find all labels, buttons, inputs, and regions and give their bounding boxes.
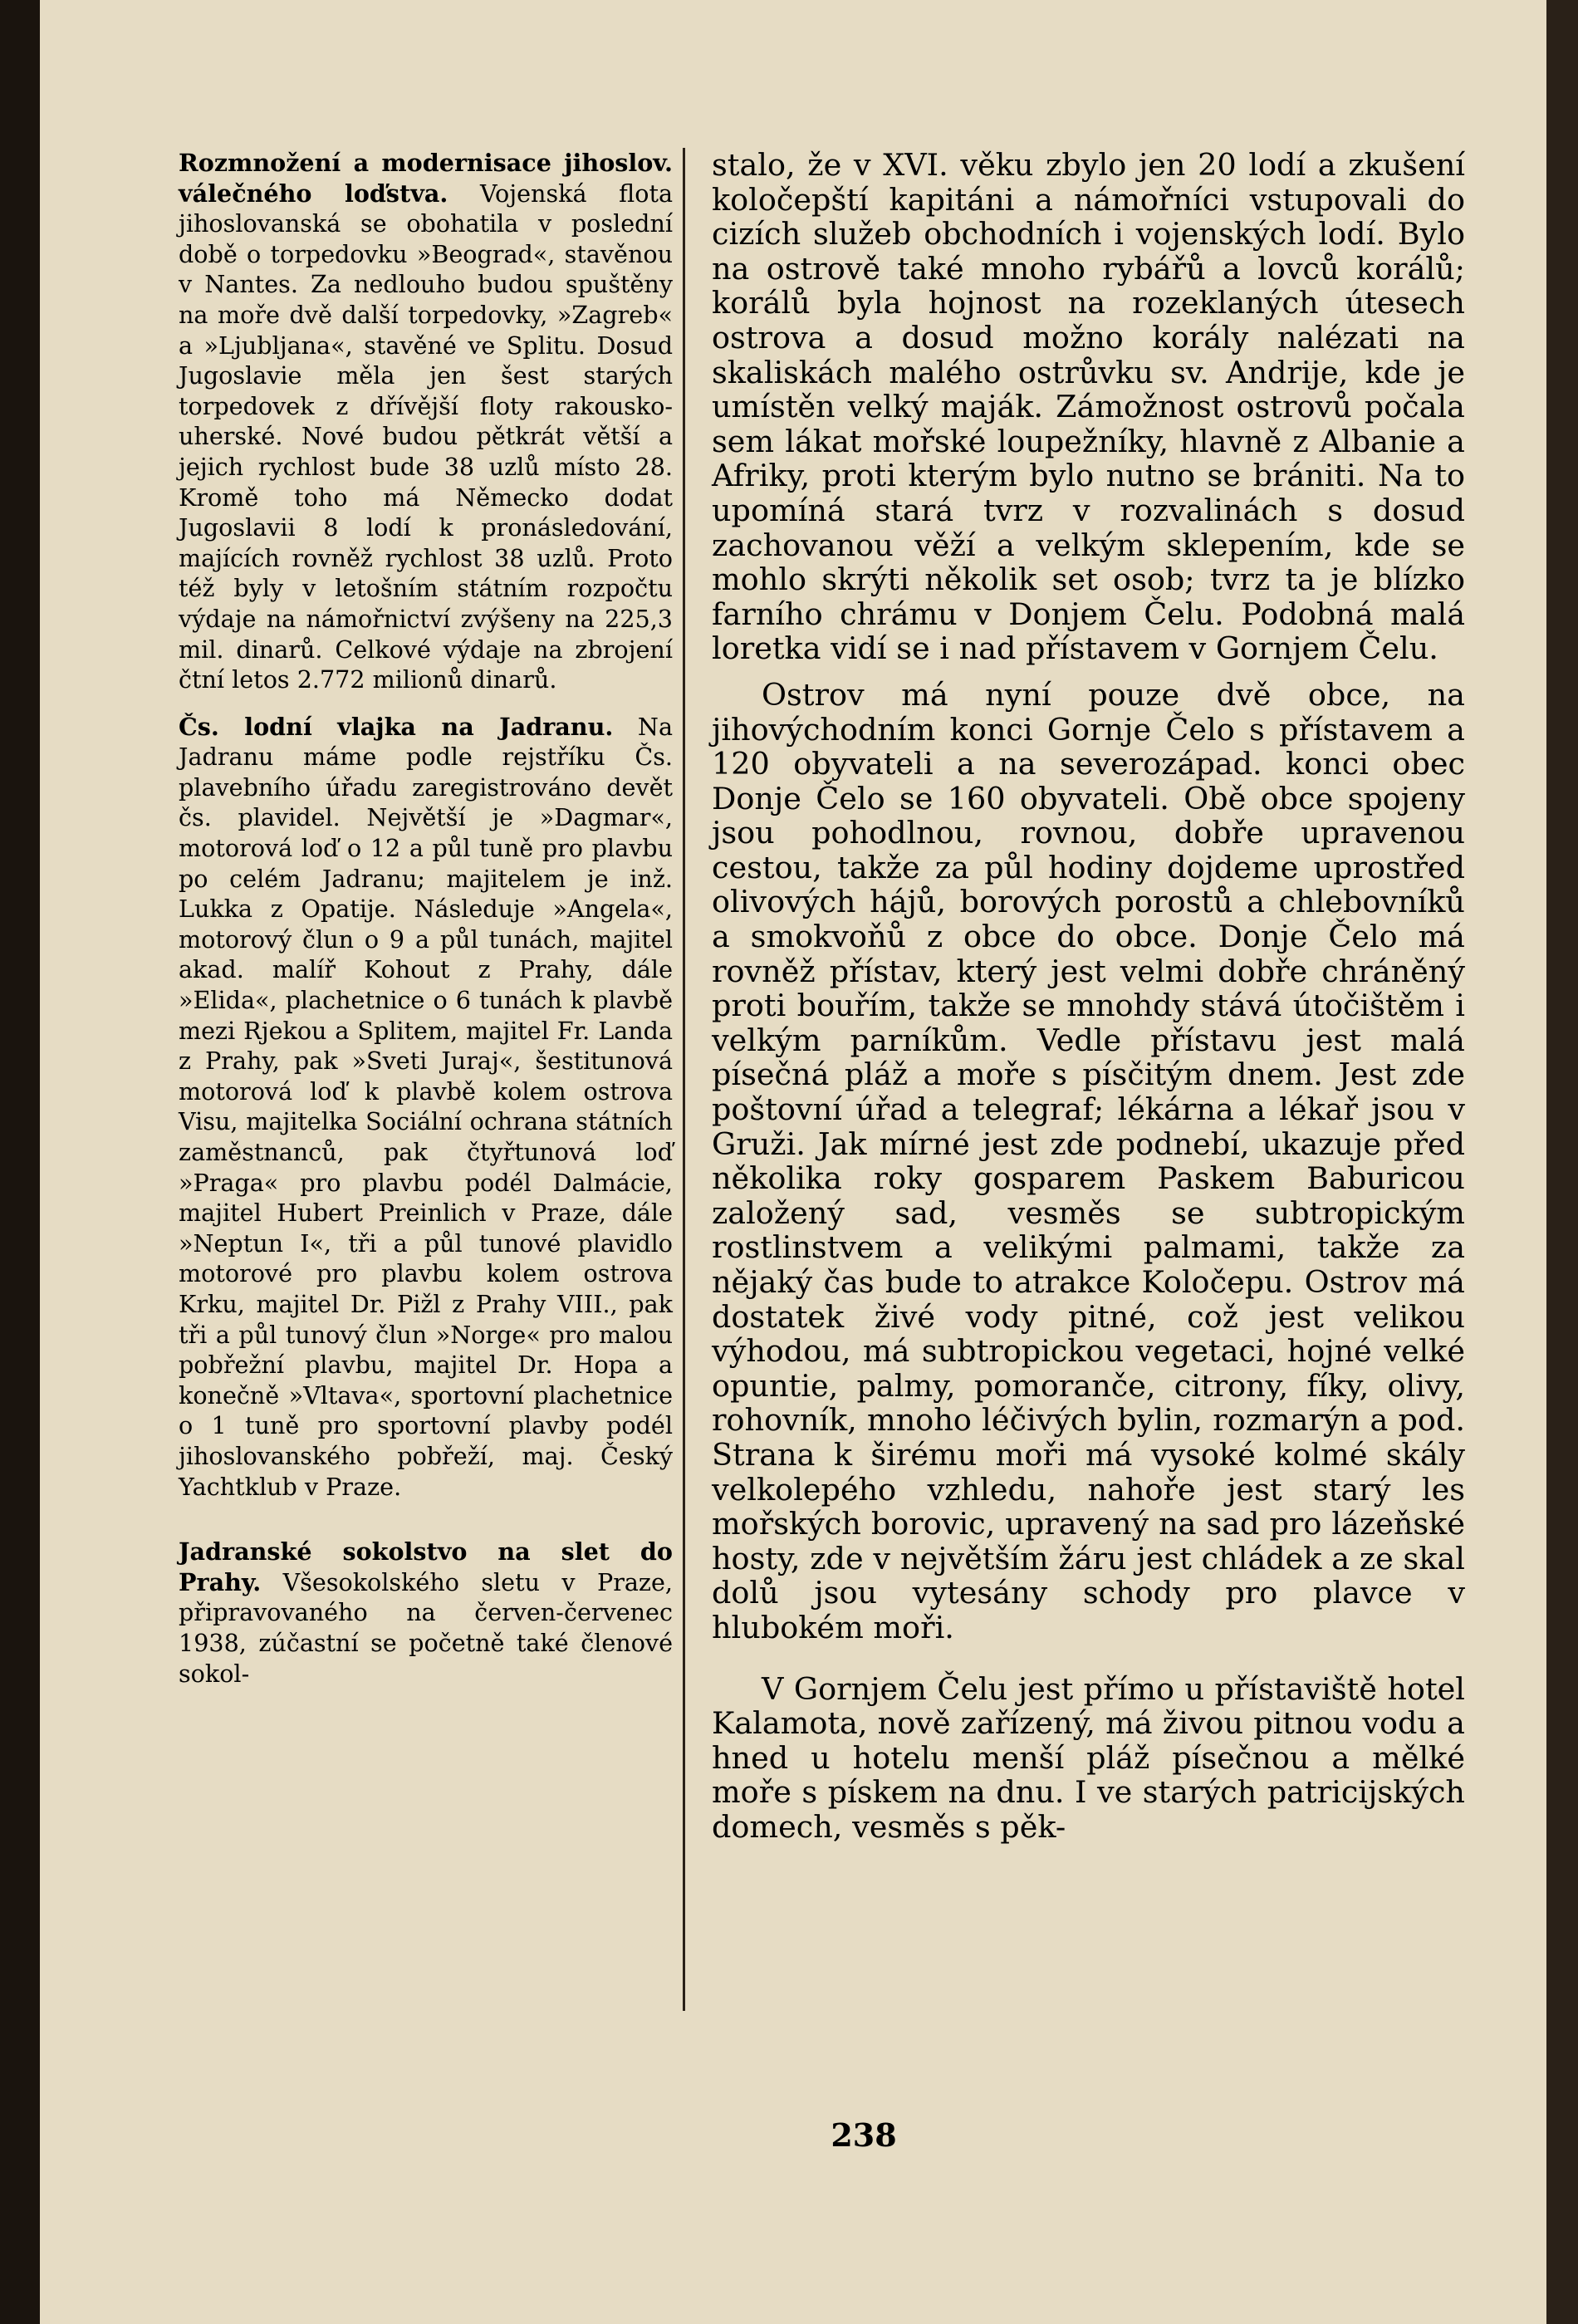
article-body: Vojenská flota jihoslovanská se obohatila v poslední době o torpedovku »Beograd«, stavěnou v Nantes. Za nedlouho budou spuštěny na moře dvě další torpedovky, »Zagreb« a »Ljubljana«, stavěné ve Splitu. Dosud Jugoslavie měla jen šest starých torpedovek z dřívější floty rakousko-uherské. Nové budou pětkrát větší a jejich rychlost bude 38 uzlů místo 28. Kromě toho má Německo dodat Jugoslavii 8 lodí k pronásledování, majících rovněž rychlost 38 uzlů. Proto též byly v letošním státním rozpočtu výdaje na námořnictví zvýšeny na 225,3 mil. dinarů. Celkové výdaje na zbrojení čtní letos 2.772 milionů dinarů. — [179, 179, 674, 694]
article-body: Na Jadranu máme podle rejstříku Čs. plavebního úřadu zaregistrováno devět čs. plavidel. Největší je »Dagmar«, motorová loď o 12 a půl tuně pro plavbu po celém Jadranu; majitelem je inž. Lukka z Opatije. Následuje »Angela«, motorový člun o 9 a půl tunách, majitel akad. malíř Kohout z Prahy, dále »Elida«, plachetnice o 6 tunách k plavbě mezi Rjekou a Splitem, majitel Fr. Landa z Prahy, pak »Sveti Juraj«, šestitunová motorová loď k plavbě kolem ostrova Visu, majitelka Sociální ochrana státních zaměstnanců, pak čtyřtunová loď »Praga« pro plavbu podél Dalmácie, majitel Hubert Preinlich v Praze, dále »Neptun I«, tři a půl tunové plavidlo motorové pro plavbu kolem ostrova Krku, majitel Dr. Pižl z Prahy VIII., pak tři a půl tunový člun »Norge« pro malou pobřežní plavbu, majitel Dr. Hopa a konečně »Vltava«, sportovní plachetnice o 1 tuně pro sportovní plavby podél jihoslovanského pobřeží, maj. Český Yachtklub v Praze. — [179, 712, 673, 1501]
article-body: Všesokolského sletu v Praze, připravovaného na červen-červenec 1938, zúčastní se početně také členové sokol- — [179, 1567, 673, 1688]
article-heading: Čs. lodní vlajka na Jadranu. — [179, 712, 614, 741]
article-heading: Rozmnožení a modernisace jihoslov. válečného loďstva. — [179, 149, 673, 208]
paragraph: Ostrov má nyní pouze dvě obce, na jihovýchodním konci Gornje Čelo s přístavem a 120 obyvateli a na severozápad. konci obec Donje Čelo se 160 obyvateli. Obě obce spojeny jsou pohodlnou, rovnou, dobře upravenou cestou, takže za půl hodiny dojdeme uprostřed olivových hájů, borových porostů a chlebovníků a smokvoňů z obce do obce. Donje Čelo má rovněž přístav, který jest velmi dobře chráněný proti bouřím, takže se mnohdy stává útočištěm i velkým parníkům. Vedle přístavu jest malá písečná pláž a moře s písčitým dnem. Jest zde poštovní úřad a telegraf; lékárna a lékař jsou v Gruži. Jak mírné jest zde podnebí, ukazuje před několika roky gosparem Paskem Baburicou založený sad, vesměs se subtropickým rostlinstvem a velikými palmami, takže za nějaký čas bude to atrakce Koločepu. Ostrov má dostatek živé vody pitné, což jest velikou výhodou, má subtropickou vegetaci, hojné velké opuntie, palmy, pomoranče, citrony, fíky, olivy, rohovník, mnoho léčivých bylin, rozmarýn a pod. Strana k širému moři má vysoké kolmé skály velkolepého vzhledu, nahoře jest starý les mořských borovic, upravený na sad pro lázeňské hosty, zde v největším žáru jest chládek a ze skal dolů jsou vytesány schody pro plavce v hlubokém moři. — [712, 676, 1465, 1645]
page-edge — [1546, 0, 1578, 2324]
article-sokolstvo — [179, 1537, 673, 1689]
article-rozmnozeni — [179, 148, 673, 695]
right-column — [712, 148, 1465, 1845]
page-number: 238 — [831, 2116, 897, 2154]
article-heading: Jadranské sokolstvo na slet do Prahy. — [179, 1537, 673, 1596]
left-column — [179, 148, 673, 1689]
article-vlajka — [179, 712, 673, 1502]
paragraph: V Gornjem Čelu jest přímo u přístaviště hotel Kalamota, nově zařízený, má živou pitnou vodu a hned u hotelu menší pláž písečnou a mělké moře s pískem na dnu. I ve starých patricijských domech, vesměs s pěk- — [712, 1670, 1465, 1845]
paragraph: stalo, že v XVI. věku zbylo jen 20 lodí a zkušení koločepští kapitáni a námořníci vstupovali do cizích služeb obchodních i vojenských lodí. Bylo na ostrově také mnoho rybářů a lovců korálů; korálů byla hojnost na rozeklaných útesech ostrova a dosud možno korály nalézati na skaliskách malého ostrůvku sv. Andrije, kde je umístěn velký maják. Zámožnost ostrovů počala sem lákat mořské loupežníky, hlavně z Albanie a Afriky, proti kterým bylo nutno se brániti. Na to upomíná stará tvrz v rozvalinách s dosud zachovanou věží a velkým sklepením, kde se mohlo skrýti několik set osob; tvrz ta je blízko farního chrámu v Donjem Čelu. Podobná malá loretka vidí se i nad přístavem v Gornjem Čelu. — [712, 147, 1465, 667]
column-divider — [683, 148, 685, 2011]
